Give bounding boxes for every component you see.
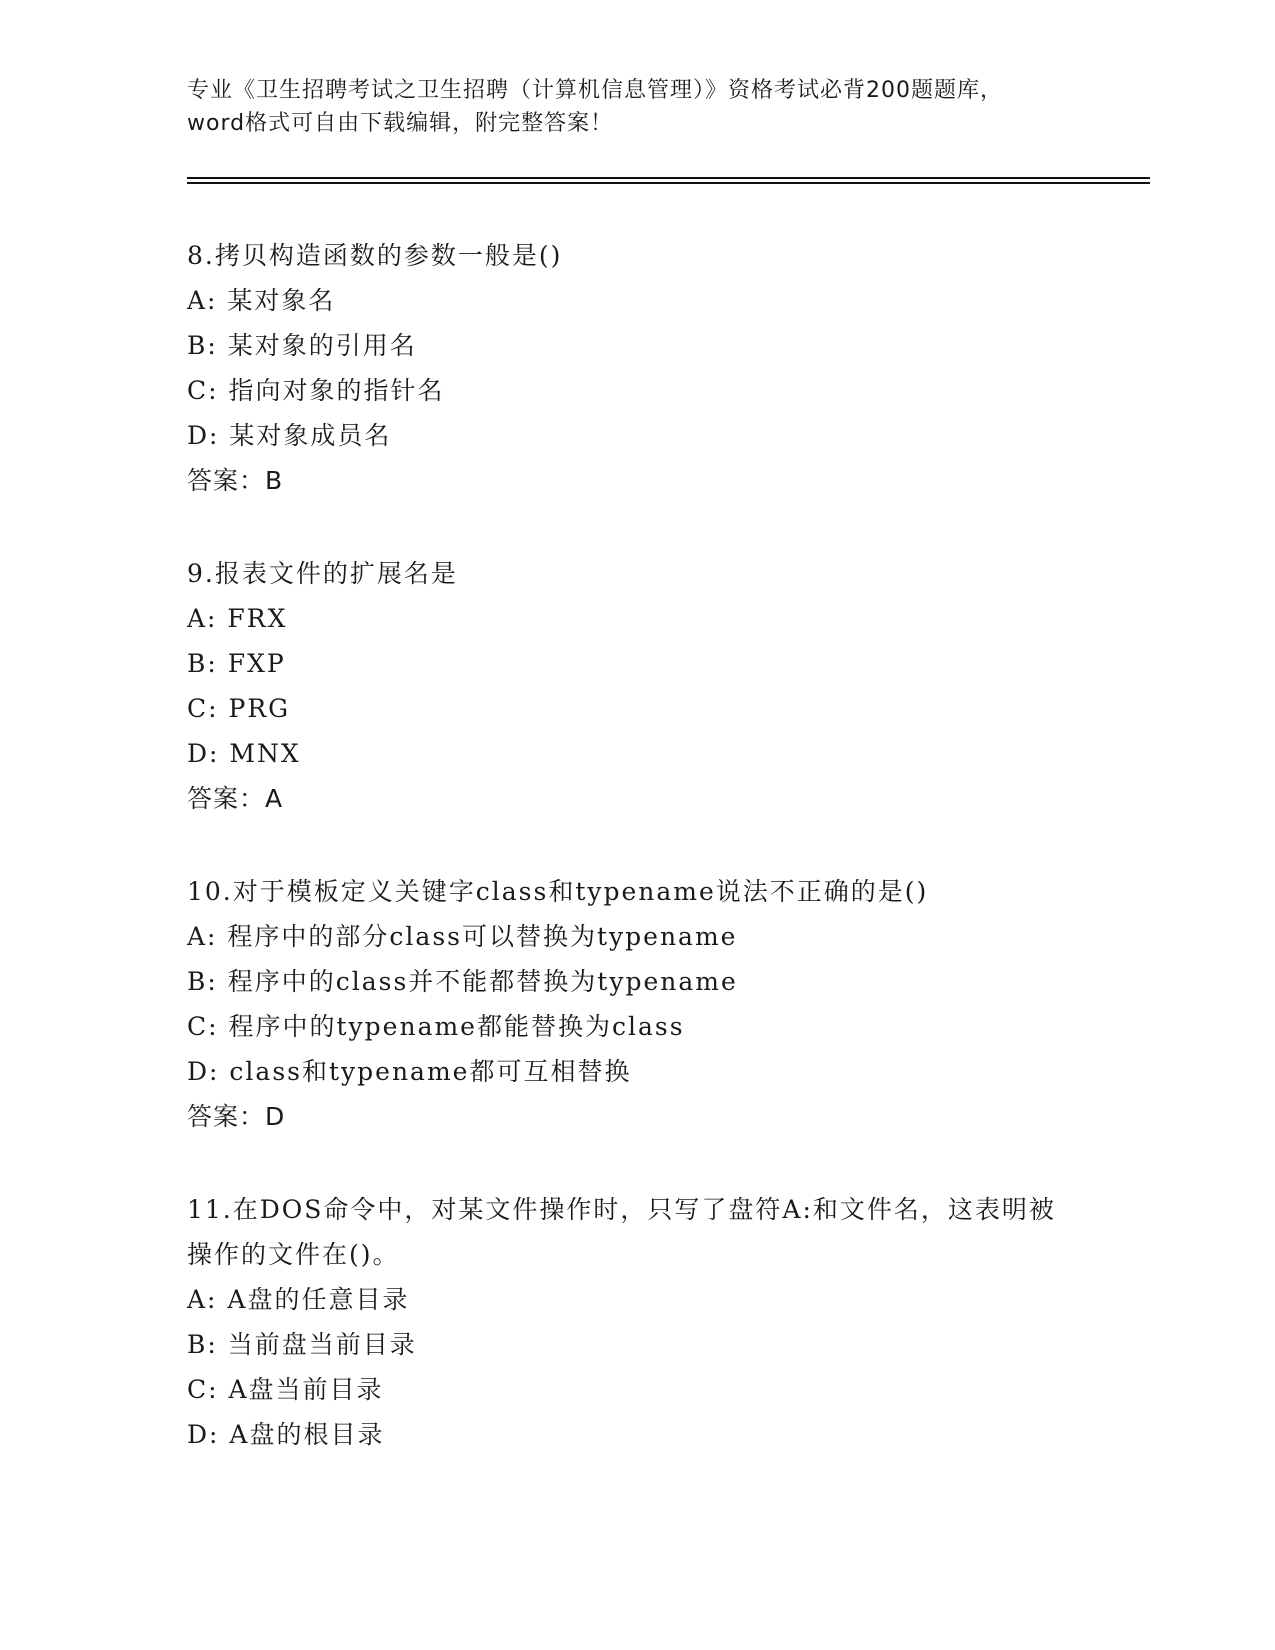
question-item (187, 1187, 1087, 1457)
header-divider-top (187, 177, 1150, 179)
question-stem: 9.报表文件的扩展名是 (187, 559, 458, 588)
option-b: B: FXP (187, 649, 286, 678)
intro-line-2: word格式可自由下载编辑，附完整答案！ (187, 111, 614, 136)
option-b: B: 某对象的引用名 (187, 331, 417, 360)
option-a: A: 某对象名 (187, 286, 336, 315)
option-a: A: A盘的任意目录 (187, 1285, 410, 1314)
option-d: D: A盘的根目录 (187, 1420, 385, 1449)
question-stem: 10.对于模板定义关键字class和typename说法不正确的是() (187, 877, 929, 906)
intro-line-1: 专业《卫生招聘考试之卫生招聘（计算机信息管理）》资格考试必背200题题库， (187, 78, 1003, 103)
header-divider-bottom (187, 182, 1150, 184)
option-b: B: 程序中的class并不能都替换为typename (187, 967, 738, 996)
question-stem: 11.在DOS命令中，对某文件操作时，只写了盘符A:和文件名，这表明被操作的文件在()。 (187, 1195, 1056, 1269)
answer-label: 答案：D (187, 1102, 286, 1131)
option-b: B: 当前盘当前目录 (187, 1330, 417, 1359)
question-item (187, 233, 1087, 503)
question-item (187, 869, 1087, 1139)
question-stem: 8.拷贝构造函数的参数一般是() (187, 241, 563, 270)
option-c: C: A盘当前目录 (187, 1375, 384, 1404)
option-d: D: 某对象成员名 (187, 421, 392, 450)
option-c: C: PRG (187, 694, 291, 723)
option-c: C: 指向对象的指针名 (187, 376, 445, 405)
answer-label: 答案：B (187, 466, 284, 495)
option-a: A: 程序中的部分class可以替换为typename (187, 922, 738, 951)
question-item (187, 551, 1087, 821)
option-c: C: 程序中的typename都能替换为class (187, 1012, 685, 1041)
answer-label: 答案：A (187, 784, 284, 813)
option-d: D: MNX (187, 739, 301, 768)
document-intro (187, 74, 1087, 140)
option-a: A: FRX (187, 604, 288, 633)
option-d: D: class和typename都可互相替换 (187, 1057, 632, 1086)
